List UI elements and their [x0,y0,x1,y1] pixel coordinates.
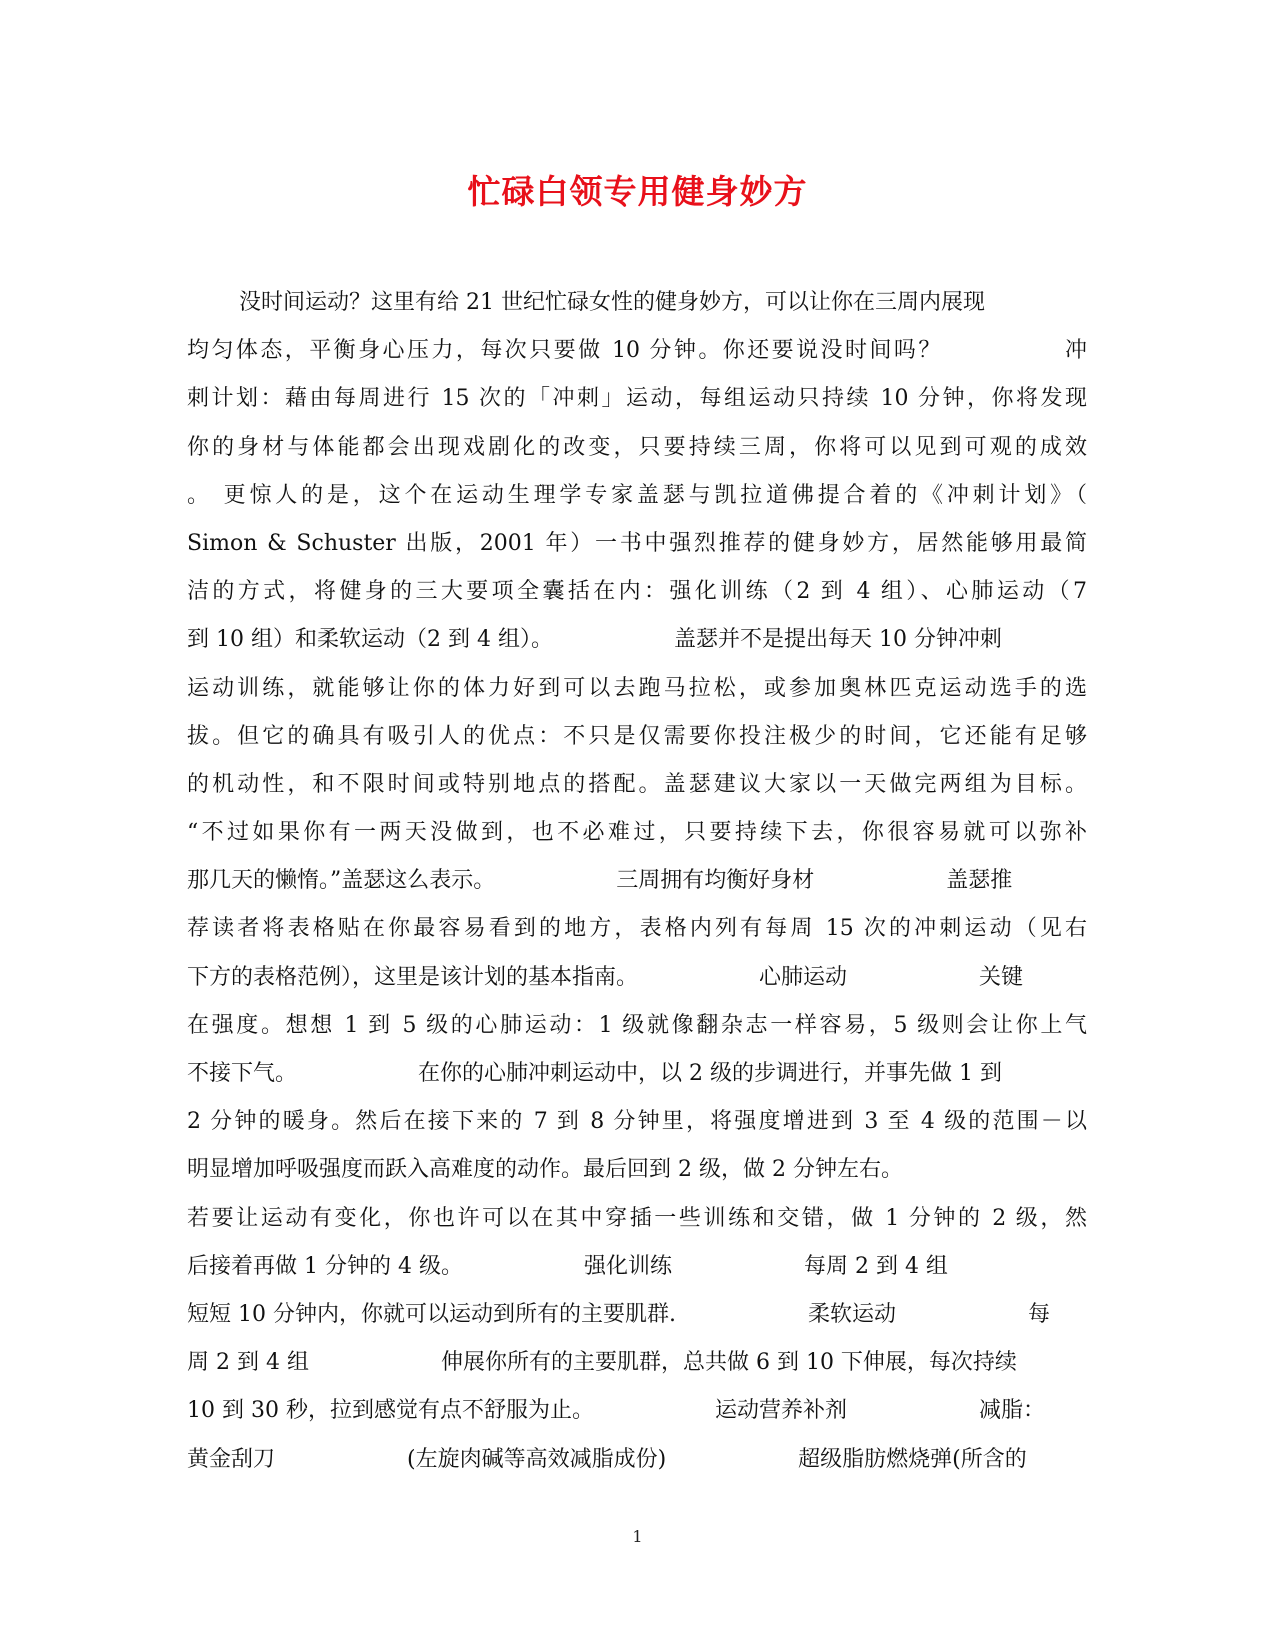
body-line: 到 10 组）和柔软运动（2 到 4 组）。 盖瑟并不是提出每天 10 分钟冲刺 [187,627,1002,653]
body-line: 黄金刮刀 (左旋肉碱等高效减脂成份) 超级脂肪燃烧弹(所含的 [187,1446,1027,1472]
body-line: 2 分钟的暖身。然后在接下来的 7 到 8 分钟里，将强度增进到 3 至 4 级的范围－以 [187,1109,1087,1135]
body-line: 后接着再做 1 分钟的 4 级。 强化训练 每周 2 到 4 组 [187,1253,948,1279]
body-line: 在强度。想想 1 到 5 级的心肺运动：1 级就像翻杂志一样容易，5 级则会让你上气 [187,1012,1087,1038]
body-line: 若要让运动有变化，你也许可以在其中穿插一些训练和交错，做 1 分钟的 2 级，然 [187,1205,1087,1231]
document-body [187,279,1087,1484]
body-line: 洁的方式，将健身的三大要项全囊括在内：强化训练（2 到 4 组）、心肺运动（7 [187,579,1087,605]
body-line: 10 到 30 秒，拉到感觉有点不舒服为止。 运动营养补剂 减脂： [187,1398,1045,1424]
body-line: 运动训练，就能够让你的体力好到可以去跑马拉松，或参加奥林匹克运动选手的选 [187,675,1087,701]
page-number: 1 [632,1527,643,1546]
body-line: 下方的表格范例），这里是该计划的基本指南。 心肺运动 关键 [187,964,1024,990]
document-title: 忙碌白领专用健身妙方 [467,172,808,211]
body-line: 短短 10 分钟内，你就可以运动到所有的主要肌群. 柔软运动 每 [187,1301,1050,1327]
body-line: 你的身材与体能都会出现戏剧化的改变，只要持续三周，你将可以见到可观的成效 [187,434,1087,460]
body-line: 刺计划：藉由每周进行 15 次的「冲刺」运动，每组运动只持续 10 分钟，你将发现 [187,386,1087,412]
body-line: 明显增加呼吸强度而跃入高难度的动作。最后回到 2 级，做 2 分钟左右。 [187,1157,903,1183]
body-line: 拔。但它的确具有吸引人的优点：不只是仅需要你投注极少的时间，它还能有足够 [187,723,1087,749]
body-line: 均匀体态，平衡身心压力，每次只要做 10 分钟。你还要说没时间吗？ 冲 [187,338,1087,364]
body-line: 那几天的懒惰。”盖瑟这么表示。 三周拥有均衡好身材 盖瑟推 [187,868,1013,894]
body-line: 的机动性，和不限时间或特别地点的搭配。盖瑟建议大家以一天做完两组为目标。 [187,771,1087,797]
body-line: Simon & Schuster 出版，2001 年）一书中强烈推荐的健身妙方，居然能够用最简 [187,530,1087,556]
body-line: 荐读者将表格贴在你最容易看到的地方，表格内列有每周 15 次的冲刺运动（见右 [187,916,1087,942]
body-line: “不过如果你有一两天没做到，也不必难过，只要持续下去，你很容易就可以弥补 [187,820,1087,846]
body-line: 不接下气。 在你的心肺冲刺运动中，以 2 级的步调进行，并事先做 1 到 [187,1061,1002,1086]
body-line: 没时间运动？这里有给 21 世纪忙碌女性的健身妙方，可以让你在三周内展现 [239,290,985,315]
body-line: 。 更惊人的是，这个在运动生理学专家盖瑟与凯拉道佛提合着的《冲刺计划》（ [187,482,1087,508]
body-line: 周 2 到 4 组 伸展你所有的主要肌群，总共做 6 到 10 下伸展，每次持续 [187,1350,1017,1376]
